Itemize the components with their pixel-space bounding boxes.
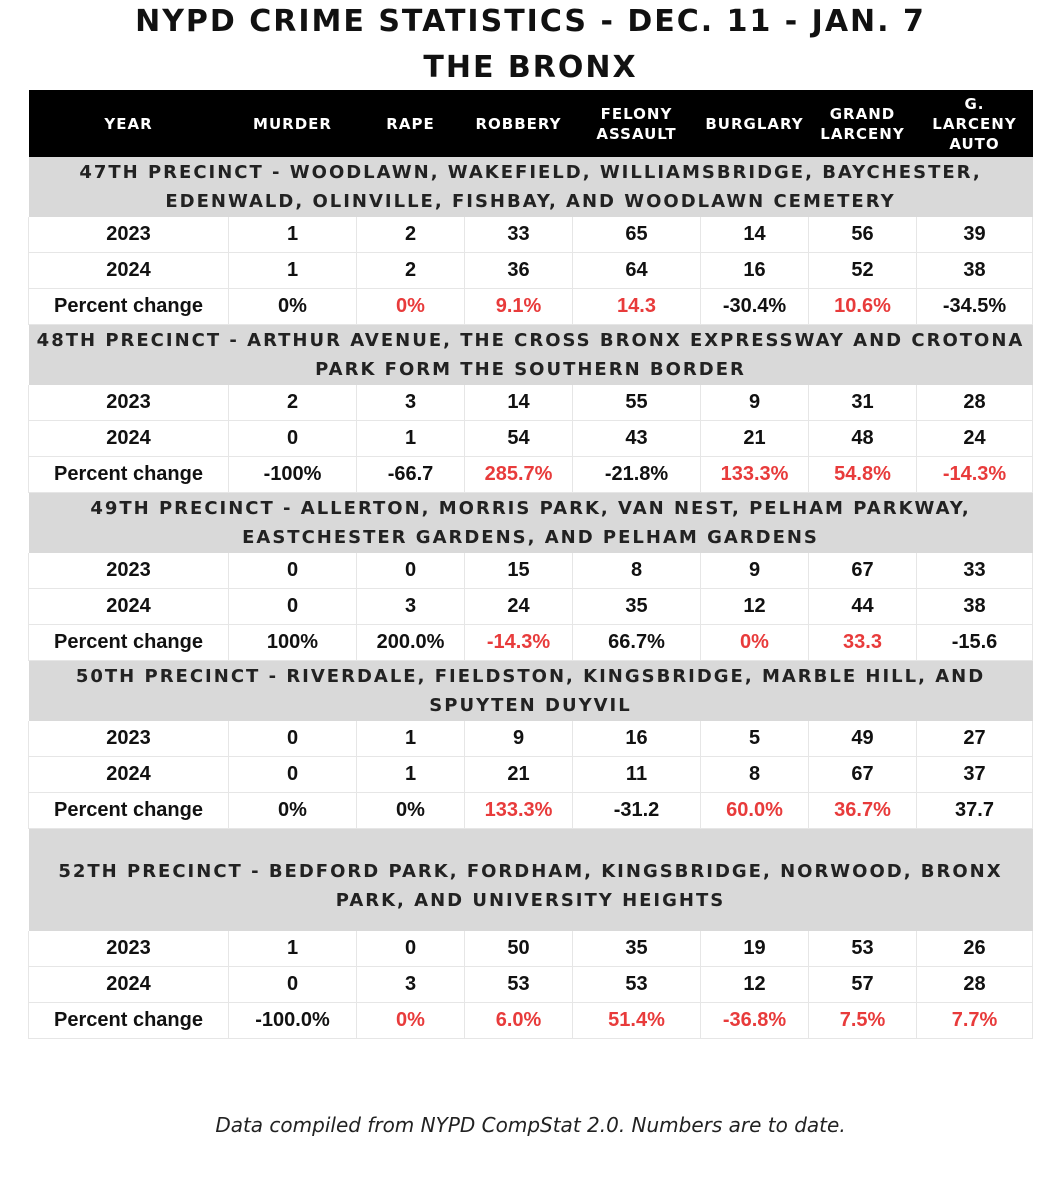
cell-murder: -100% [229,457,357,493]
cell-burglary: 0% [701,625,809,661]
cell-g-larceny-auto: -15.6 [917,625,1033,661]
column-header-burglary [701,90,809,157]
cell-murder: 0 [229,757,357,793]
row-label: 2023 [29,553,229,589]
column-header-murder [229,90,357,157]
row-label: Percent change [29,793,229,829]
row-label: 2024 [29,966,229,1002]
row-label: 2024 [29,757,229,793]
cell-grand-larceny: 54.8% [809,457,917,493]
cell-g-larceny-auto: 38 [917,589,1033,625]
cell-burglary: 60.0% [701,793,809,829]
cell-grand-larceny: 10.6% [809,289,917,325]
cell-g-larceny-auto: 26 [917,931,1033,967]
cell-murder: 0 [229,421,357,457]
year-row [29,253,1033,289]
column-header-rape [357,90,465,157]
column-header-text: AUTO [949,134,1000,153]
cell-g-larceny-auto: 38 [917,253,1033,289]
cell-felony-assault: 8 [573,553,701,589]
cell-burglary: -36.8% [701,1002,809,1038]
year-row [29,217,1033,253]
cell-burglary: 19 [701,931,809,967]
column-header-robbery [465,90,573,157]
page-title: NYPD CRIME STATISTICS - DEC. 11 - JAN. 7 [135,4,926,39]
precinct-name: 50TH PRECINCT - RIVERDALE, FIELDSTON, KINGSBRIDGE, MARBLE HILL, AND SPUYTEN DUYVIL [29,661,1033,722]
cell-grand-larceny: 48 [809,421,917,457]
row-label: Percent change [29,289,229,325]
column-header-text: LARCENY [820,124,905,143]
column-header-year [29,90,229,157]
cell-robbery: 14 [465,385,573,421]
cell-robbery: 54 [465,421,573,457]
cell-felony-assault: 66.7% [573,625,701,661]
cell-rape: 200.0% [357,625,465,661]
source-note: Data compiled from NYPD CompStat 2.0. Numbers are to date. [215,1113,846,1137]
cell-robbery: 50 [465,931,573,967]
cell-rape: -66.7 [357,457,465,493]
cell-murder: 1 [229,931,357,967]
cell-robbery: 285.7% [465,457,573,493]
cell-murder: 1 [229,253,357,289]
column-header-text: G. [964,94,985,113]
cell-burglary: 9 [701,385,809,421]
cell-g-larceny-auto: 28 [917,385,1033,421]
row-label: 2024 [29,253,229,289]
cell-felony-assault: 43 [573,421,701,457]
precinct-name: 52TH PRECINCT - BEDFORD PARK, FORDHAM, KINGSBRIDGE, NORWOOD, BRONX PARK, AND UNIVERSITY HEIGHTS [29,829,1033,931]
cell-felony-assault: 35 [573,931,701,967]
year-row [29,385,1033,421]
cell-rape: 2 [357,253,465,289]
cell-robbery: 133.3% [465,793,573,829]
percent-change-row [29,457,1033,493]
cell-murder: 0 [229,553,357,589]
percent-change-row [29,1002,1033,1038]
cell-grand-larceny: 57 [809,966,917,1002]
cell-robbery: 6.0% [465,1002,573,1038]
cell-murder: 0 [229,966,357,1002]
year-row [29,721,1033,757]
cell-murder: 0% [229,793,357,829]
cell-burglary: 21 [701,421,809,457]
cell-g-larceny-auto: -34.5% [917,289,1033,325]
cell-felony-assault: 53 [573,966,701,1002]
year-row [29,589,1033,625]
cell-murder: 0 [229,589,357,625]
cell-burglary: 8 [701,757,809,793]
percent-change-row [29,793,1033,829]
cell-rape: 0% [357,1002,465,1038]
cell-g-larceny-auto: 28 [917,966,1033,1002]
precinct-header-row [29,325,1033,386]
precinct-name: 49TH PRECINCT - ALLERTON, MORRIS PARK, VAN NEST, PELHAM PARKWAY, EASTCHESTER GARDENS, AND PELHAM GARDENS [29,493,1033,554]
cell-rape: 0 [357,931,465,967]
cell-grand-larceny: 56 [809,217,917,253]
cell-grand-larceny: 52 [809,253,917,289]
cell-burglary: 133.3% [701,457,809,493]
cell-rape: 0% [357,289,465,325]
cell-rape: 1 [357,757,465,793]
page-subtitle: THE BRONX [423,50,638,85]
row-label: Percent change [29,457,229,493]
cell-felony-assault: 35 [573,589,701,625]
precinct-name: 47TH PRECINCT - WOODLAWN, WAKEFIELD, WILLIAMSBRIDGE, BAYCHESTER, EDENWALD, OLINVILLE, FISHBAY, AND WOODLAWN CEMETERY [29,157,1033,217]
cell-burglary: 12 [701,589,809,625]
row-label: 2024 [29,421,229,457]
cell-g-larceny-auto: 37 [917,757,1033,793]
column-header-text: ROBBERY [475,114,562,133]
year-row [29,931,1033,967]
percent-change-row [29,625,1033,661]
cell-g-larceny-auto: 24 [917,421,1033,457]
cell-robbery: 21 [465,757,573,793]
cell-felony-assault: 64 [573,253,701,289]
cell-felony-assault: 11 [573,757,701,793]
cell-murder: 100% [229,625,357,661]
cell-felony-assault: 16 [573,721,701,757]
column-header-text: RAPE [386,114,435,133]
year-row [29,553,1033,589]
cell-g-larceny-auto: 37.7 [917,793,1033,829]
cell-robbery: 53 [465,966,573,1002]
cell-rape: 3 [357,589,465,625]
cell-felony-assault: 51.4% [573,1002,701,1038]
row-label: 2023 [29,217,229,253]
year-row [29,966,1033,1002]
cell-robbery: 15 [465,553,573,589]
cell-felony-assault: 55 [573,385,701,421]
precinct-name: 48TH PRECINCT - ARTHUR AVENUE, THE CROSS BRONX EXPRESSWAY AND CROTONA PARK FORM THE SOUTHERN BORDER [29,325,1033,386]
cell-burglary: 5 [701,721,809,757]
row-label: Percent change [29,1002,229,1038]
cell-murder: 0% [229,289,357,325]
cell-rape: 2 [357,217,465,253]
cell-burglary: -30.4% [701,289,809,325]
header-row [29,90,1033,157]
column-header-g-larceny-auto [917,90,1033,157]
precinct-header-row [29,829,1033,931]
cell-robbery: -14.3% [465,625,573,661]
cell-burglary: 9 [701,553,809,589]
cell-burglary: 16 [701,253,809,289]
column-header-text: FELONY [600,104,673,123]
cell-robbery: 9 [465,721,573,757]
cell-g-larceny-auto: 39 [917,217,1033,253]
row-label: 2023 [29,721,229,757]
cell-robbery: 33 [465,217,573,253]
cell-murder: -100.0% [229,1002,357,1038]
cell-grand-larceny: 36.7% [809,793,917,829]
cell-burglary: 14 [701,217,809,253]
cell-grand-larceny: 31 [809,385,917,421]
cell-grand-larceny: 67 [809,757,917,793]
percent-change-row [29,289,1033,325]
cell-g-larceny-auto: 33 [917,553,1033,589]
cell-robbery: 24 [465,589,573,625]
year-row [29,757,1033,793]
cell-murder: 0 [229,721,357,757]
cell-robbery: 9.1% [465,289,573,325]
crime-stats-table [28,90,1033,1039]
cell-murder: 2 [229,385,357,421]
cell-grand-larceny: 53 [809,931,917,967]
cell-felony-assault: -21.8% [573,457,701,493]
column-header-text: YEAR [104,114,153,133]
cell-grand-larceny: 49 [809,721,917,757]
cell-robbery: 36 [465,253,573,289]
cell-g-larceny-auto: 27 [917,721,1033,757]
cell-felony-assault: 65 [573,217,701,253]
cell-grand-larceny: 33.3 [809,625,917,661]
cell-rape: 3 [357,385,465,421]
column-header-text: LARCENY [932,114,1017,133]
row-label: 2023 [29,385,229,421]
year-row [29,421,1033,457]
cell-g-larceny-auto: 7.7% [917,1002,1033,1038]
column-header-text: ASSAULT [596,124,677,143]
precinct-header-row [29,157,1033,217]
cell-murder: 1 [229,217,357,253]
cell-grand-larceny: 7.5% [809,1002,917,1038]
cell-grand-larceny: 44 [809,589,917,625]
column-header-text: MURDER [253,114,332,133]
precinct-header-row [29,493,1033,554]
cell-rape: 3 [357,966,465,1002]
cell-rape: 0% [357,793,465,829]
cell-g-larceny-auto: -14.3% [917,457,1033,493]
column-header-text: BURGLARY [705,114,804,133]
column-header-grand-larceny [809,90,917,157]
cell-felony-assault: -31.2 [573,793,701,829]
cell-felony-assault: 14.3 [573,289,701,325]
column-header-felony-assault [573,90,701,157]
cell-rape: 1 [357,421,465,457]
column-header-text: GRAND [829,104,896,123]
row-label: 2023 [29,931,229,967]
cell-rape: 1 [357,721,465,757]
row-label: 2024 [29,589,229,625]
precinct-header-row [29,661,1033,722]
row-label: Percent change [29,625,229,661]
cell-rape: 0 [357,553,465,589]
cell-grand-larceny: 67 [809,553,917,589]
cell-burglary: 12 [701,966,809,1002]
